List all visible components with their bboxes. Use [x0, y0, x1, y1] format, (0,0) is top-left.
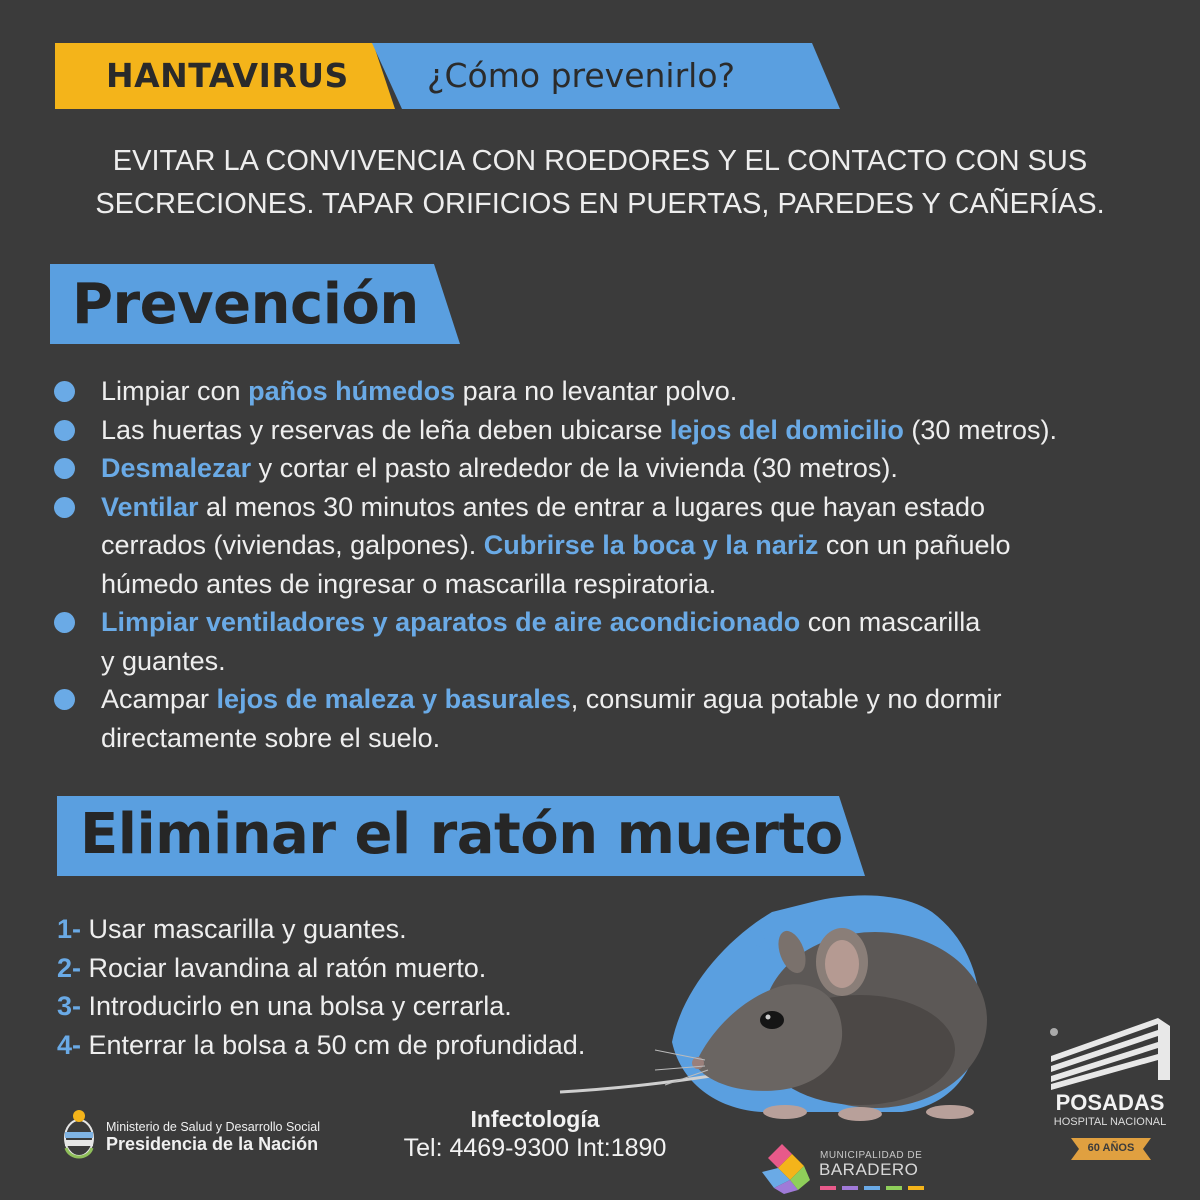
- municipality-color-stripes: [820, 1186, 924, 1190]
- highlighted-text: Desmalezar: [101, 453, 252, 483]
- prevention-item: [52, 488, 1192, 604]
- prevention-list: [52, 372, 1192, 757]
- step-number: 1-: [57, 914, 82, 944]
- intro-text: [40, 140, 1160, 226]
- bullet-dot-icon: [54, 420, 75, 441]
- item-text: , consumir agua potable y no dormir: [570, 684, 1002, 714]
- step-text: Usar mascarilla y guantes.: [81, 914, 407, 944]
- prevention-title: Prevención: [72, 272, 419, 337]
- item-text: con un pañuelo: [818, 530, 1011, 560]
- item-text: (30 metros).: [903, 414, 1057, 445]
- contact-phone: Tel: 4469-9300 Int:1890: [403, 1134, 667, 1162]
- item-text: cerrados (viviendas, galpones).: [101, 530, 484, 560]
- item-text: Las huertas y reservas de leña deben ubicarse: [101, 414, 670, 445]
- intro-line-1: EVITAR LA CONVIVENCIA CON ROEDORES Y EL CONTACTO CON SUS: [112, 145, 1088, 177]
- mouse-illustration: [530, 880, 1010, 1130]
- bullet-dot-icon: [54, 497, 75, 518]
- prevention-item: [52, 372, 1192, 411]
- item-text: Limpiar con: [101, 376, 249, 406]
- highlighted-text: Ventilar: [101, 491, 199, 522]
- prevention-item: [52, 603, 1192, 680]
- step-number: 3-: [57, 991, 82, 1021]
- baradero-logo-icon: [758, 1138, 814, 1194]
- hospital-building-icon: [1046, 1010, 1172, 1092]
- elimination-title: Eliminar el ratón muerto: [80, 802, 843, 867]
- bullet-dot-icon: [54, 612, 75, 633]
- step-number: 2-: [57, 952, 82, 983]
- step-text: Introducirlo en una bolsa y cerrarla.: [81, 991, 512, 1021]
- municipality-line-1: MUNICIPALIDAD DE: [820, 1150, 923, 1161]
- contact-title: Infectología: [470, 1106, 600, 1132]
- header-subtitle: ¿Cómo prevenirlo?: [427, 56, 736, 95]
- step-text: Enterrar la bolsa a 50 cm de profundidad.: [81, 1029, 586, 1060]
- item-text: Acampar: [101, 684, 217, 714]
- item-text: con mascarilla: [800, 607, 981, 637]
- highlighted-text: paños húmedos: [248, 376, 456, 406]
- step-text: Rociar lavandina al ratón muerto.: [81, 952, 487, 983]
- highlighted-text: Limpiar ventiladores y aparatos de aire acondicionado: [101, 607, 801, 637]
- header-title: HANTAVIRUS: [106, 56, 349, 95]
- ministry-line-1: Ministerio de Salud y Desarrollo Social: [106, 1120, 320, 1134]
- item-text: y guantes.: [101, 645, 226, 676]
- item-text: húmedo antes de ingresar o mascarilla respiratoria.: [101, 568, 717, 599]
- municipality-line-2: BARADERO: [819, 1160, 919, 1179]
- prevention-item: [52, 449, 1192, 488]
- hospital-name: POSADAS: [1055, 1090, 1165, 1115]
- item-text: directamente sobre el suelo.: [101, 722, 441, 753]
- ministry-line-2: Presidencia de la Nación: [106, 1134, 319, 1154]
- item-text: al menos 30 minutos antes de entrar a lugares que hayan estado: [198, 491, 986, 522]
- bullet-dot-icon: [54, 381, 75, 402]
- highlighted-text: lejos del domicilio: [669, 414, 904, 445]
- hospital-subtitle: HOSPITAL NACIONAL: [1053, 1116, 1167, 1128]
- prevention-item: [52, 411, 1192, 450]
- intro-line-2: SECRECIONES. TAPAR ORIFICIOS EN PUERTAS, PAREDES Y CAÑERÍAS.: [95, 188, 1105, 220]
- bullet-dot-icon: [54, 689, 75, 710]
- highlighted-text: Cubrirse la boca y la nariz: [483, 530, 819, 560]
- item-text: para no levantar polvo.: [455, 376, 738, 406]
- prevention-item: [52, 680, 1192, 757]
- anniversary-badge-text: 60 AÑOS: [1087, 1142, 1135, 1154]
- highlighted-text: lejos de maleza y basurales: [216, 684, 571, 714]
- step-number: 4-: [57, 1029, 82, 1060]
- bullet-dot-icon: [54, 458, 75, 479]
- argentina-seal-icon: [62, 1108, 96, 1164]
- item-text: y cortar el pasto alrededor de la vivienda (30 metros).: [251, 453, 898, 483]
